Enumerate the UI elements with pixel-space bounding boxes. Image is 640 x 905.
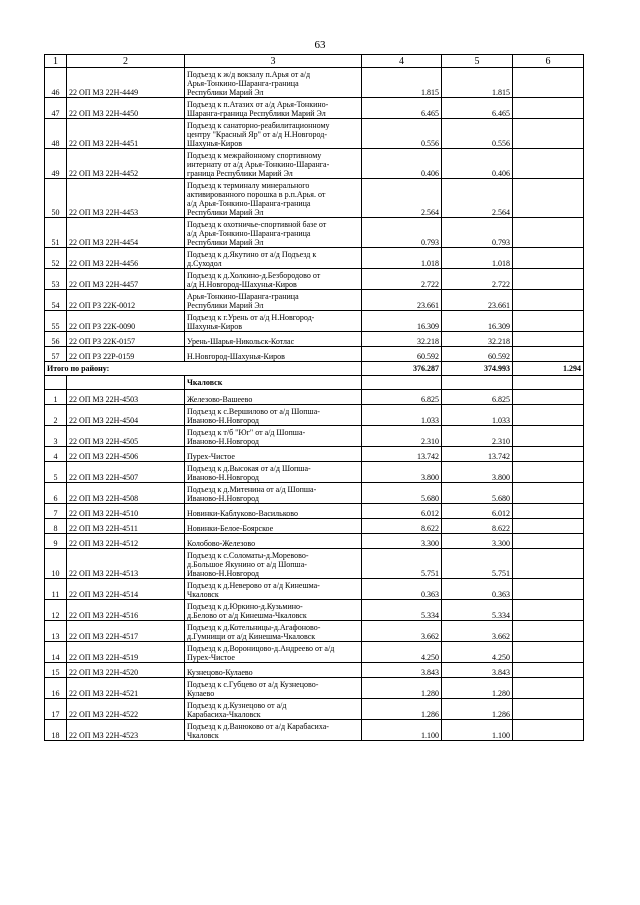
road-name-line: Шахунья-Киров: [187, 139, 242, 148]
length-other: [513, 332, 584, 347]
road-name-line: Иваново-Н.Новгород: [187, 416, 259, 425]
road-name-line: Шаранга-граница Республики Марий Эл: [187, 109, 326, 118]
total-value-4: 376.287: [362, 362, 442, 376]
row-number: 51: [45, 218, 67, 248]
road-name-line: Подъезд к межрайонному спортивному: [187, 151, 322, 160]
length-other: [513, 179, 584, 218]
length-hard: 1.100: [442, 720, 513, 741]
row-number: 11: [45, 579, 67, 600]
row-number: 16: [45, 678, 67, 699]
length-other: [513, 447, 584, 462]
road-name-line: Подъезд к ж/д вокзалу п.Арья от а/д: [187, 70, 311, 79]
row-number: 4: [45, 447, 67, 462]
length-total: 1.100: [362, 720, 442, 741]
road-code: 22 ОП МЗ 22Н-4451: [67, 119, 185, 149]
length-other: [513, 600, 584, 621]
length-other: [513, 720, 584, 741]
length-total: 6.825: [362, 390, 442, 405]
road-name-line: центру "Красный Яр" от а/д Н.Новгород-: [187, 130, 327, 139]
length-hard: 6.465: [442, 98, 513, 119]
column-header: 4: [362, 55, 442, 68]
road-name-line: Н.Новгород-Шахунья-Киров: [187, 352, 285, 361]
table-row: [45, 483, 584, 504]
length-hard: 32.218: [442, 332, 513, 347]
road-name: [185, 269, 362, 290]
road-name: [185, 347, 362, 362]
road-name-line: Подъезд к г.Урень от а/д Н.Новгород-: [187, 313, 315, 322]
length-total: 23.661: [362, 290, 442, 311]
length-hard: 6.825: [442, 390, 513, 405]
length-hard: 5.751: [442, 549, 513, 579]
length-total: 60.592: [362, 347, 442, 362]
road-code: 22 ОП МЗ 22Н-4519: [67, 642, 185, 663]
road-name-line: Подъезд к с.Вершилово от а/д Шопша-: [187, 407, 320, 416]
road-name: [185, 68, 362, 98]
length-other: [513, 483, 584, 504]
length-total: 13.742: [362, 447, 442, 462]
table-row: [45, 290, 584, 311]
road-name-line: Республики Марий Эл: [187, 301, 264, 310]
table-row: [45, 119, 584, 149]
length-total: 2.722: [362, 269, 442, 290]
row-number: 55: [45, 311, 67, 332]
table-row: [45, 678, 584, 699]
length-other: [513, 119, 584, 149]
length-total: 4.250: [362, 642, 442, 663]
road-name: [185, 642, 362, 663]
section-title: Чкаловск: [185, 376, 362, 390]
road-name-line: Арья-Тонкино-Шаранга-граница: [187, 79, 299, 88]
road-name-line: Арья-Тонкино-Шаранга-граница: [187, 292, 299, 301]
row-number: 3: [45, 426, 67, 447]
length-hard: 4.250: [442, 642, 513, 663]
road-code: 22 ОП МЗ 22Н-4513: [67, 549, 185, 579]
road-name-line: Новинки-Каблуково-Васильково: [187, 509, 299, 518]
length-hard: 5.680: [442, 483, 513, 504]
road-name: [185, 248, 362, 269]
road-name-line: а/д Арья-Тонкино-Шаранга-граница: [187, 199, 311, 208]
table-row: [45, 699, 584, 720]
length-other: [513, 519, 584, 534]
length-total: 5.334: [362, 600, 442, 621]
road-code: 22 ОП МЗ 22Н-4508: [67, 483, 185, 504]
length-other: [513, 149, 584, 179]
road-code: 22 ОП МЗ 22Н-4457: [67, 269, 185, 290]
road-name-line: интернату от а/д Арья-Тонкино-Шаранга-: [187, 160, 330, 169]
length-hard: 3.662: [442, 621, 513, 642]
length-total: 16.309: [362, 311, 442, 332]
length-other: [513, 462, 584, 483]
table-row: [45, 248, 584, 269]
road-name-line: Подъезд к т/б "Юг" от а/д Шопша-: [187, 428, 306, 437]
row-number: 57: [45, 347, 67, 362]
length-total: 3.300: [362, 534, 442, 549]
row-number: 49: [45, 149, 67, 179]
table-row: [45, 332, 584, 347]
length-other: [513, 549, 584, 579]
road-name-line: Подъезд к санаторно-реабилитационному: [187, 121, 330, 130]
road-code: 22 ОП МЗ 22Н-4510: [67, 504, 185, 519]
road-name: [185, 579, 362, 600]
table-row: [45, 519, 584, 534]
road-name: [185, 699, 362, 720]
length-hard: 8.622: [442, 519, 513, 534]
road-name-line: Подъезд к охотничье-спортивной базе от: [187, 220, 327, 229]
row-number: 12: [45, 600, 67, 621]
table-row: [45, 269, 584, 290]
length-other: [513, 311, 584, 332]
length-hard: 13.742: [442, 447, 513, 462]
road-code: 22 ОП МЗ 22Н-4453: [67, 179, 185, 218]
road-name-line: Подъезд к д.Вороницово-д.Андреево от а/д: [187, 644, 335, 653]
road-code: 22 ОП МЗ 22Н-4504: [67, 405, 185, 426]
row-number: 14: [45, 642, 67, 663]
row-number: 6: [45, 483, 67, 504]
length-hard: 1.815: [442, 68, 513, 98]
table-row: [45, 68, 584, 98]
road-name-line: Подъезд к д.Кузнецово от а/д: [187, 701, 287, 710]
length-hard: 3.300: [442, 534, 513, 549]
length-total: 1.280: [362, 678, 442, 699]
road-name: [185, 600, 362, 621]
length-total: 0.793: [362, 218, 442, 248]
road-name: [185, 405, 362, 426]
road-name-line: Подъезд к д.Ванюково от а/д Карабасиха-: [187, 722, 329, 731]
road-name-line: Чкаловск: [187, 590, 219, 599]
length-other: [513, 248, 584, 269]
road-code: 22 ОП МЗ 22Н-4452: [67, 149, 185, 179]
length-total: 8.622: [362, 519, 442, 534]
road-code: 22 ОП МЗ 22Н-4521: [67, 678, 185, 699]
table-row: [45, 579, 584, 600]
road-name-line: а/д Н.Новгород-Шахунья-Киров: [187, 280, 297, 289]
length-total: 32.218: [362, 332, 442, 347]
table-row: [45, 311, 584, 332]
length-hard: 6.012: [442, 504, 513, 519]
length-hard: 2.564: [442, 179, 513, 218]
row-number: 56: [45, 332, 67, 347]
road-name-line: Подъезд к с.Губцево от а/д Кузнецово-: [187, 680, 319, 689]
length-other: [513, 68, 584, 98]
road-code: 22 ОП МЗ 22Н-4503: [67, 390, 185, 405]
road-name: [185, 332, 362, 347]
road-name-line: Пурех-Чистое: [187, 452, 235, 461]
road-code: 22 ОП МЗ 22Н-4514: [67, 579, 185, 600]
table-row: [45, 149, 584, 179]
road-name-line: Железово-Вашеево: [187, 395, 253, 404]
length-hard: 60.592: [442, 347, 513, 362]
road-name: [185, 483, 362, 504]
road-name: [185, 447, 362, 462]
road-code: 22 ОП РЗ 22Р-0159: [67, 347, 185, 362]
total-value-5: 374.993: [442, 362, 513, 376]
length-hard: 0.406: [442, 149, 513, 179]
road-name: [185, 621, 362, 642]
table-row: [45, 347, 584, 362]
section-row: [45, 376, 584, 390]
table-row: [45, 179, 584, 218]
length-hard: 0.363: [442, 579, 513, 600]
length-total: 3.662: [362, 621, 442, 642]
row-number: 47: [45, 98, 67, 119]
table-row: [45, 504, 584, 519]
table-total: [45, 362, 584, 390]
road-name: [185, 720, 362, 741]
roads-table: [44, 54, 584, 741]
road-name-line: Подъезд к с.Соломаты-д.Моревово-: [187, 551, 309, 560]
road-name-line: граница Республики Марий Эл: [187, 169, 293, 178]
row-number: 10: [45, 549, 67, 579]
row-number: 50: [45, 179, 67, 218]
road-name-line: Иваново-Н.Новгород: [187, 437, 259, 446]
column-header: 6: [513, 55, 584, 68]
road-name-line: Подъезд к д.Холкино-д.Безбородово от: [187, 271, 321, 280]
table-row: [45, 549, 584, 579]
length-other: [513, 98, 584, 119]
table-row: [45, 447, 584, 462]
road-name: [185, 179, 362, 218]
road-name-line: Колобово-Железово: [187, 539, 256, 548]
road-name: [185, 390, 362, 405]
length-hard: 3.843: [442, 663, 513, 678]
length-total: 5.751: [362, 549, 442, 579]
road-name-line: Иваново-Н.Новгород: [187, 494, 259, 503]
table-body-top: [45, 68, 584, 362]
road-code: 22 ОП МЗ 22Н-4517: [67, 621, 185, 642]
length-other: [513, 621, 584, 642]
length-other: [513, 269, 584, 290]
road-name-line: Чкаловск: [187, 731, 219, 740]
road-name-line: Урень-Шарья-Никольск-Котлас: [187, 337, 295, 346]
road-code: 22 ОП МЗ 22Н-4511: [67, 519, 185, 534]
length-total: 1.018: [362, 248, 442, 269]
road-code: 22 ОП МЗ 22Н-4523: [67, 720, 185, 741]
road-name-line: активированного порошка в р.п.Арья. от: [187, 190, 326, 199]
table-body-bottom: [45, 390, 584, 741]
table-row: [45, 426, 584, 447]
road-code: 22 ОП РЗ 22К-0157: [67, 332, 185, 347]
road-code: 22 ОП МЗ 22Н-4454: [67, 218, 185, 248]
road-name: [185, 290, 362, 311]
total-row: [45, 362, 584, 376]
road-name-line: Подъезд к д.Котельницы-д.Агафоново-: [187, 623, 321, 632]
row-number: 1: [45, 390, 67, 405]
length-other: [513, 504, 584, 519]
road-name: [185, 504, 362, 519]
row-number: 52: [45, 248, 67, 269]
length-total: 2.564: [362, 179, 442, 218]
road-name-line: Карабасиха-Чкаловск: [187, 710, 261, 719]
road-name-line: Кузнецово-Кулаево: [187, 668, 253, 677]
length-hard: 2.310: [442, 426, 513, 447]
length-other: [513, 534, 584, 549]
table-row: [45, 390, 584, 405]
length-other: [513, 290, 584, 311]
road-code: 22 ОП МЗ 22Н-4456: [67, 248, 185, 269]
road-name: [185, 311, 362, 332]
road-name: [185, 218, 362, 248]
road-name: [185, 119, 362, 149]
road-code: 22 ОП МЗ 22Н-4507: [67, 462, 185, 483]
row-number: 17: [45, 699, 67, 720]
row-number: 15: [45, 663, 67, 678]
road-name-line: Пурех-Чистое: [187, 653, 235, 662]
length-hard: 1.033: [442, 405, 513, 426]
row-number: 2: [45, 405, 67, 426]
length-hard: 23.661: [442, 290, 513, 311]
table-row: [45, 218, 584, 248]
row-number: 8: [45, 519, 67, 534]
road-code: 22 ОП МЗ 22Н-4516: [67, 600, 185, 621]
length-other: [513, 426, 584, 447]
road-name: [185, 549, 362, 579]
road-name-line: д.Суходол: [187, 259, 222, 268]
length-other: [513, 663, 584, 678]
length-total: 1.033: [362, 405, 442, 426]
length-other: [513, 678, 584, 699]
row-number: 9: [45, 534, 67, 549]
length-other: [513, 347, 584, 362]
table-row: [45, 720, 584, 741]
length-hard: 0.556: [442, 119, 513, 149]
length-hard: 1.280: [442, 678, 513, 699]
length-other: [513, 218, 584, 248]
length-hard: 5.334: [442, 600, 513, 621]
length-total: 0.406: [362, 149, 442, 179]
length-total: 0.556: [362, 119, 442, 149]
length-hard: 0.793: [442, 218, 513, 248]
length-other: [513, 405, 584, 426]
total-value-6: 1.294: [513, 362, 584, 376]
road-name-line: Республики Марий Эл: [187, 238, 264, 247]
road-code: 22 ОП МЗ 22Н-4450: [67, 98, 185, 119]
column-header: 5: [442, 55, 513, 68]
road-name: [185, 98, 362, 119]
row-number: 46: [45, 68, 67, 98]
row-number: 5: [45, 462, 67, 483]
road-name-line: Подъезд к д.Митенина от а/д Шопша-: [187, 485, 317, 494]
table-row: [45, 663, 584, 678]
length-total: 0.363: [362, 579, 442, 600]
road-name-line: Республики Марий Эл: [187, 88, 264, 97]
total-label: Итого по району:: [45, 362, 362, 376]
road-name-line: Шахунья-Киров: [187, 322, 242, 331]
page-number: 63: [314, 39, 326, 51]
road-name: [185, 519, 362, 534]
length-total: 1.815: [362, 68, 442, 98]
road-name-line: д.Большое Якунино от а/д Шопша-: [187, 560, 307, 569]
table-row: [45, 534, 584, 549]
road-code: 22 ОП РЗ 22К-0090: [67, 311, 185, 332]
length-hard: 16.309: [442, 311, 513, 332]
length-other: [513, 699, 584, 720]
column-header: 2: [67, 55, 185, 68]
row-number: 18: [45, 720, 67, 741]
road-name: [185, 534, 362, 549]
road-code: 22 ОП МЗ 22Н-4512: [67, 534, 185, 549]
road-name: [185, 663, 362, 678]
road-code: 22 ОП МЗ 22Н-4522: [67, 699, 185, 720]
row-number: 13: [45, 621, 67, 642]
column-header: 3: [185, 55, 362, 68]
length-total: 5.680: [362, 483, 442, 504]
road-name-line: Иваново-Н.Новгород: [187, 473, 259, 482]
road-name-line: Иваново-Н.Новгород: [187, 569, 259, 578]
road-code: 22 ОП МЗ 22Н-4520: [67, 663, 185, 678]
table-row: [45, 405, 584, 426]
length-total: 1.286: [362, 699, 442, 720]
length-total: 6.465: [362, 98, 442, 119]
road-code: 22 ОП МЗ 22Н-4506: [67, 447, 185, 462]
row-number: 54: [45, 290, 67, 311]
length-hard: 2.722: [442, 269, 513, 290]
road-name-line: Подъезд к д.Высокая от а/д Шопша-: [187, 464, 311, 473]
length-hard: 1.286: [442, 699, 513, 720]
road-name-line: д.Гумнищи от а/д Кинешма-Чкаловск: [187, 632, 316, 641]
road-name-line: Подъезд к терминалу минерального: [187, 181, 310, 190]
road-code: 22 ОП МЗ 22Н-4505: [67, 426, 185, 447]
length-hard: 1.018: [442, 248, 513, 269]
length-total: 2.310: [362, 426, 442, 447]
road-name-line: Подъезд к д.Юркино-д.Кузьмино-: [187, 602, 303, 611]
road-name: [185, 426, 362, 447]
table-row: [45, 600, 584, 621]
length-total: 3.800: [362, 462, 442, 483]
length-other: [513, 390, 584, 405]
table-row: [45, 621, 584, 642]
length-other: [513, 642, 584, 663]
length-other: [513, 579, 584, 600]
length-hard: 3.800: [442, 462, 513, 483]
road-name-line: Подъезд к д.Неверово от а/д Кинешма-: [187, 581, 320, 590]
road-name-line: д.Белово от а/д Кинешма-Чкаловск: [187, 611, 307, 620]
road-name-line: Новинки-Белое-Боярское: [187, 524, 274, 533]
table-row: [45, 642, 584, 663]
table-header: [45, 55, 584, 68]
road-code: 22 ОП МЗ 22Н-4449: [67, 68, 185, 98]
length-total: 3.843: [362, 663, 442, 678]
road-code: 22 ОП РЗ 22К-0012: [67, 290, 185, 311]
road-name-line: Республики Марий Эл: [187, 208, 264, 217]
table-row: [45, 98, 584, 119]
table-row: [45, 462, 584, 483]
row-number: 53: [45, 269, 67, 290]
row-number: 7: [45, 504, 67, 519]
road-name: [185, 149, 362, 179]
road-name-line: Кулаево: [187, 689, 215, 698]
column-header: 1: [45, 55, 67, 68]
road-name: [185, 462, 362, 483]
road-name: [185, 678, 362, 699]
road-name-line: а/д Арья-Тонкино-Шаранга-граница: [187, 229, 311, 238]
road-name-line: Подъезд к д.Якутино от а/д Подъезд к: [187, 250, 317, 259]
row-number: 48: [45, 119, 67, 149]
length-total: 6.012: [362, 504, 442, 519]
road-name-line: Подъезд к п.Атазих от а/д Арья-Тонкино-: [187, 100, 329, 109]
